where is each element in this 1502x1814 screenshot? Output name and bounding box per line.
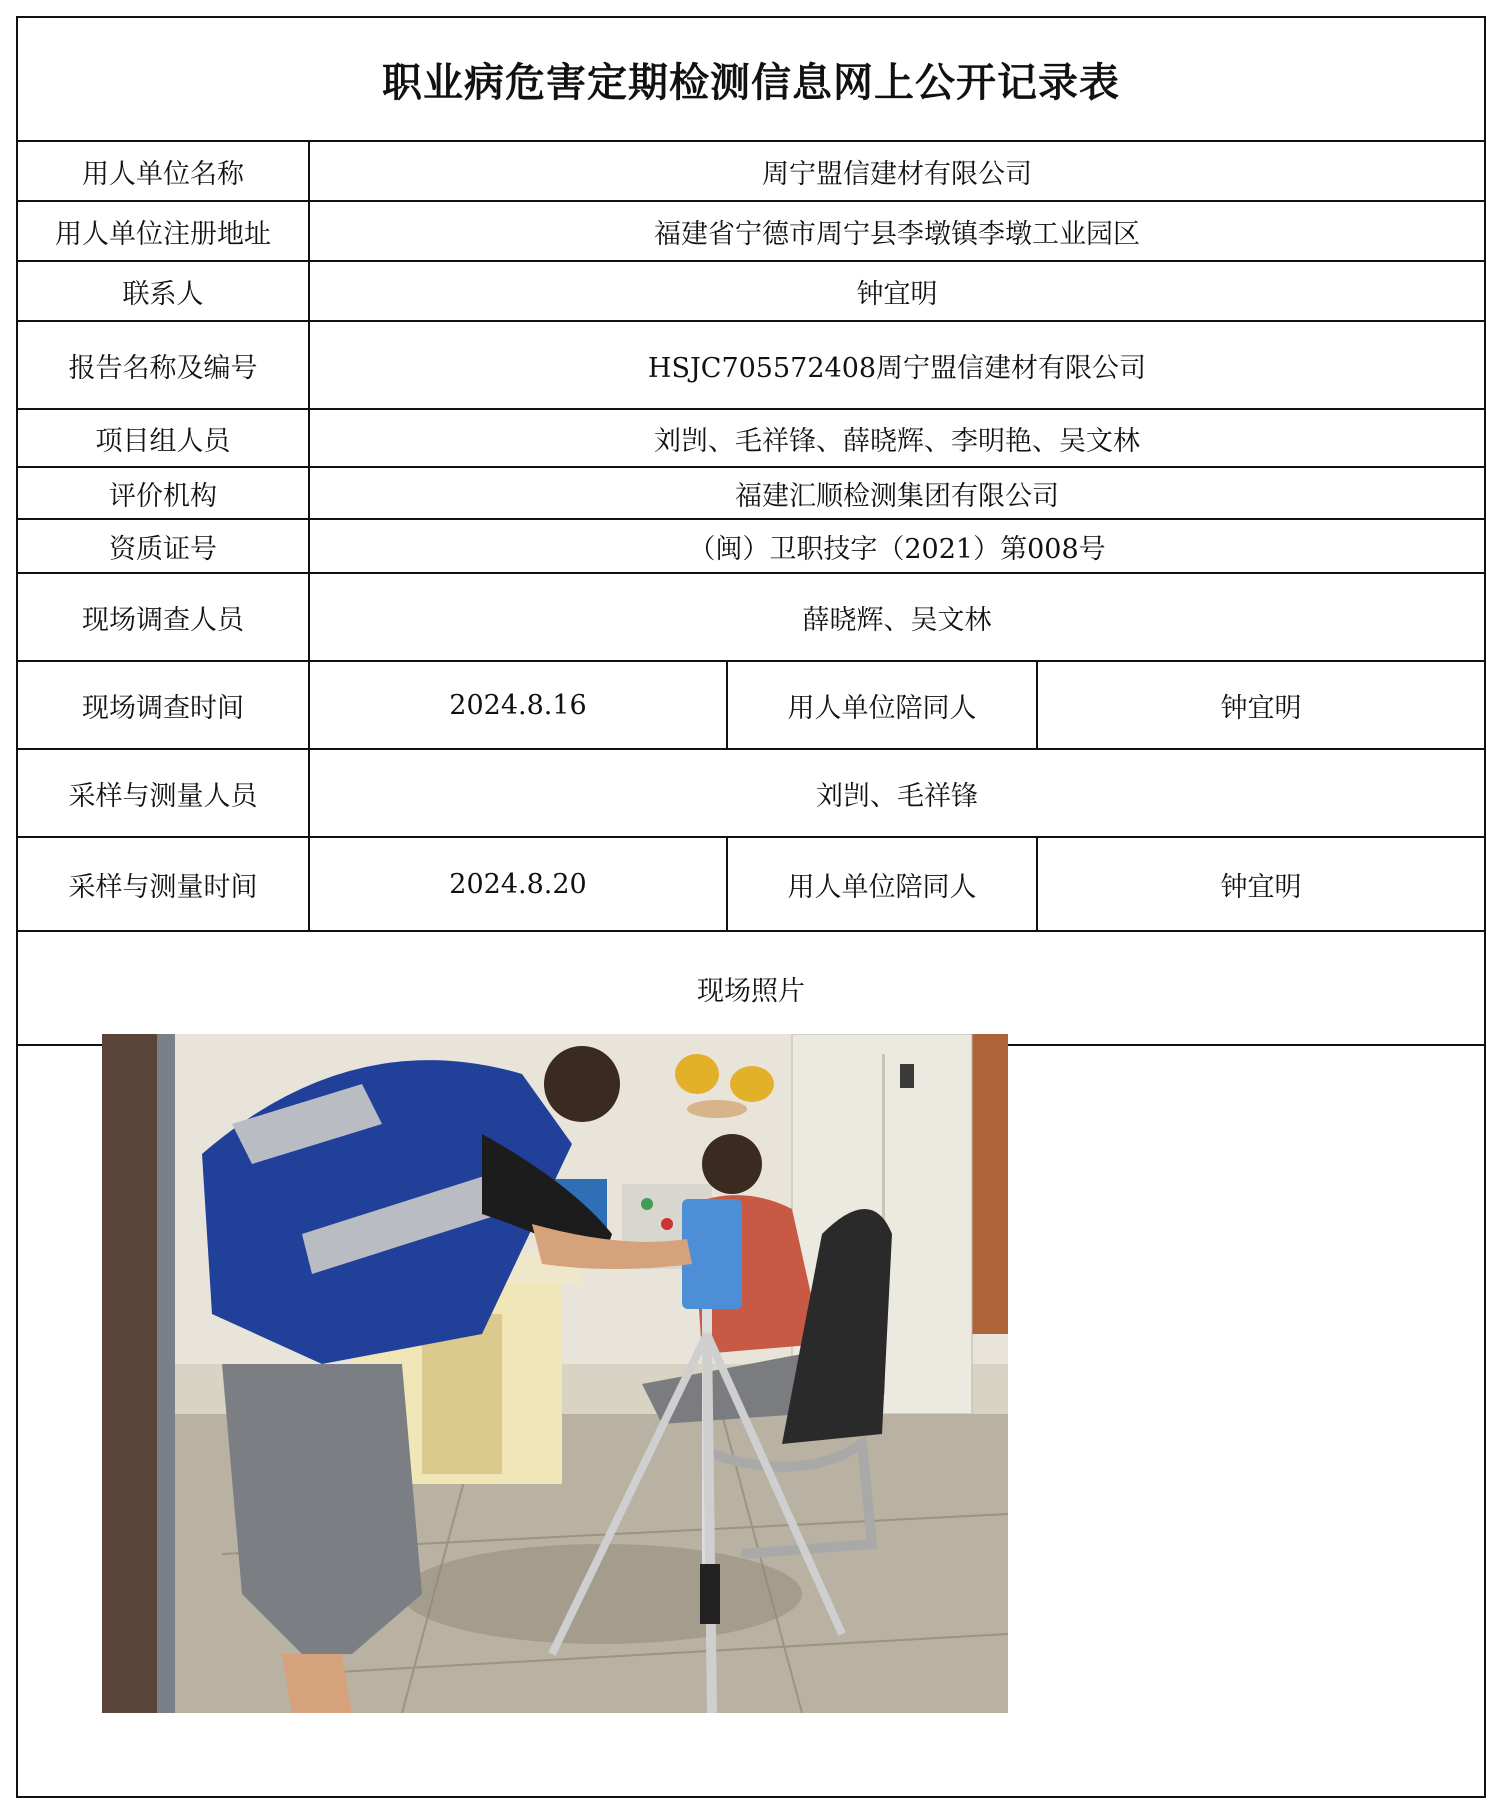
report-label: 报告名称及编号 <box>68 352 258 384</box>
project-team-label: 项目组人员 <box>95 425 231 457</box>
survey-staff-value: 薛晓辉、吴文林 <box>802 604 992 636</box>
employer-name-value: 周宁盟信建材有限公司 <box>762 158 1032 190</box>
employer-address-label: 用人单位注册地址 <box>55 218 271 250</box>
employer-name-label: 用人单位名称 <box>82 158 244 190</box>
agency-value: 福建汇顺检测集团有限公司 <box>735 480 1059 512</box>
survey-time-value: 2024.8.16 <box>449 689 587 721</box>
survey-companion-value: 钟宜明 <box>1220 692 1302 724</box>
contact-value: 钟宜明 <box>856 278 938 310</box>
sampling-staff-label: 采样与测量人员 <box>68 780 258 812</box>
page-title: 职业病危害定期检测信息网上公开记录表 <box>382 58 1120 106</box>
qualification-label: 资质证号 <box>109 533 217 565</box>
agency-label: 评价机构 <box>109 480 217 512</box>
employer-address-value: 福建省宁德市周宁县李墩镇李墩工业园区 <box>654 218 1140 250</box>
sampling-companion-value: 钟宜明 <box>1220 871 1302 903</box>
sampling-time-label: 采样与测量时间 <box>68 871 258 903</box>
photo-section-label: 现场照片 <box>697 975 805 1007</box>
site-photo <box>102 1034 1008 1713</box>
sampling-time-value: 2024.8.20 <box>449 868 587 900</box>
project-team-value: 刘剀、毛祥锋、薛晓辉、李明艳、吴文林 <box>654 425 1140 457</box>
contact-label: 联系人 <box>122 278 204 310</box>
sampling-companion-label: 用人单位陪同人 <box>787 871 977 903</box>
report-value: HSJC705572408周宁盟信建材有限公司 <box>647 352 1147 384</box>
survey-time-label: 现场调查时间 <box>82 692 244 724</box>
survey-companion-label: 用人单位陪同人 <box>787 692 977 724</box>
survey-staff-label: 现场调查人员 <box>82 604 244 636</box>
sampling-staff-value: 刘剀、毛祥锋 <box>816 780 978 812</box>
qualification-value: （闽）卫职技字（2021）第008号 <box>688 533 1106 565</box>
